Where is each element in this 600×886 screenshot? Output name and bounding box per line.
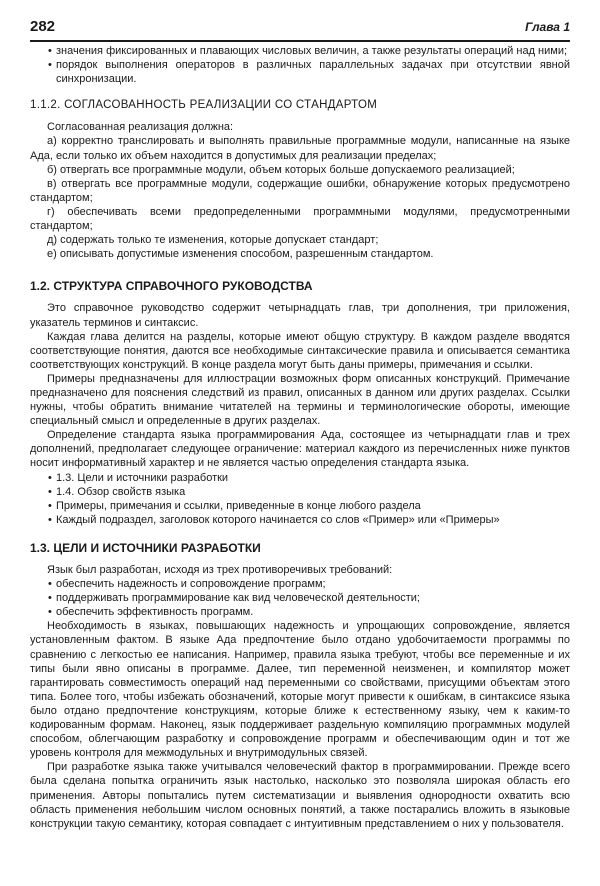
list-item: • обеспечить надежность и сопровождение программ; [30,577,570,591]
paragraph: Определение стандарта языка программирования Ада, состоящее из четырнадцати глав и трех дополнений, предполагает следующее ограничение: материал каждого из перечисленных ниже пунктов носит информативный характер и не является частью определения стандарта языка. [30,429,570,470]
page-header [30,16,570,42]
requirement-item: е) описывать допустимые изменения способом, разрешенным стандартом. [47,248,434,261]
page-content [30,44,570,831]
running-title: Глава 1 [525,20,570,34]
list-item: • поддерживать программирование как вид человеческой деятельности; [30,591,570,605]
list-item: • 1.3. Цели и источники разработки [30,471,570,485]
list-item: • Примеры, примечания и ссылки, приведенные в конце любого раздела [30,499,570,513]
paragraph: При разработке языка также учитывался человеческий фактор в программировании. Прежде всего была сделана попытка ограничить язык настолько, насколько это позволяла широкая область его применения. Авторы попытались путем систематизации и выявления однородности охватить всю область применения небольшим числом основных понятий, а также постарались вложить в языковые конструкции такую семантику, которая совпадает с интуитивным представлением о них у пользователя. [30,761,570,830]
section-heading-1-3: 1.3. ЦЕЛИ И ИСТОЧНИКИ РАЗРАБОТКИ [30,540,261,555]
list-item: • 1.4. Обзор свойств языка [30,485,570,499]
section-lead: Согласованная реализация должна: [47,121,234,134]
section-heading-1-2: 1.2. СТРУКТУРА СПРАВОЧНОГО РУКОВОДСТВА [30,279,313,294]
section-heading-1-1-2: 1.1.2. СОГЛАСОВАННОСТЬ РЕАЛИЗАЦИИ СО СТАНДАРТОМ [30,99,378,112]
intro-bullet: • порядок выполнения операторов в различных параллельных задачах при отсутствии явной синхронизации. [30,58,570,86]
list-item: • обеспечить эффективность программ. [30,605,570,619]
paragraph: Примеры предназначены для иллюстрации возможных форм описанных конструкций. Примечание предназначено для пояснения следствий из правил, описанных в данном или других разделах. Ссылки нужны, чтобы обратить внимание читателей на термины и терминологические обороты, имеющие специальный смысл и определенные в других разделах. [30,372,570,428]
requirement-item: б) отвергать все программные модули, объем которых больше допускаемого реализацией; [47,163,515,176]
page-number: 282 [30,18,56,35]
requirement-item: а) корректно транслировать и выполнять правильные программные модули, написанные на языке Ада, если только их объем находится в допустимых для реализации пределах; [30,135,570,162]
paragraph: Каждая глава делится на разделы, которые имеют общую структуру. В каждом разделе вводятся соответствующие понятия, даются все необходимые синтаксические правила и описывается семантика соответствующих конструкций. В конце раздела могут быть даны примеры, примечания и ссылки. [30,330,570,371]
requirement-item: д) содержать только те изменения, которые допускает стандарт; [47,234,379,247]
requirement-item: в) отвергать все программные модули, содержащие ошибки, обнаружение которых предусмотрено стандартом; [30,177,570,204]
section-lead: Язык был разработан, исходя из трех противоречивых требований: [47,564,393,576]
intro-bullet: • значения фиксированных и плавающих числовых величин, а также результаты операций над ними; [30,44,570,58]
paragraph: Необходимость в языках, повышающих надежность и упрощающих сопровождение, является установленным фактом. В языке Ада предпочтение было отдано удобочитаемости программы по сравнению с легкостью ее написания. Например, правила языка требуют, чтобы все переменные и их типы были явно описаны в программе. Далее, тип переменной неизменен, и компилятор может гарантировать совместимость операций над переменными со свойствами, присущими объектам этого типа. Более того, чтобы избежать обозначений, которые могут привести к ошибкам, в синтаксисе языка было отдано предпочтение конструкциям, которые ближе к естественному языку, чем к каким-то кодированным формам. Наконец, язык поддерживает раздельную компиляцию программных модулей способом, облегчающим разработку и сопровождение программ и обеспечивающим один и тот же уровень контроля для межмодульных и внутримодульных связей. [30,620,570,760]
requirement-item: г) обеспечивать всеми предопределенными программными модулями, предусмотренными стандартом; [30,205,570,233]
list-item: • Каждый подраздел, заголовок которого начинается со слов «Пример» или «Примеры» [30,513,570,527]
paragraph: Это справочное руководство содержит четырнадцать глав, три дополнения, три приложения, указатель терминов и синтаксис. [30,302,570,329]
